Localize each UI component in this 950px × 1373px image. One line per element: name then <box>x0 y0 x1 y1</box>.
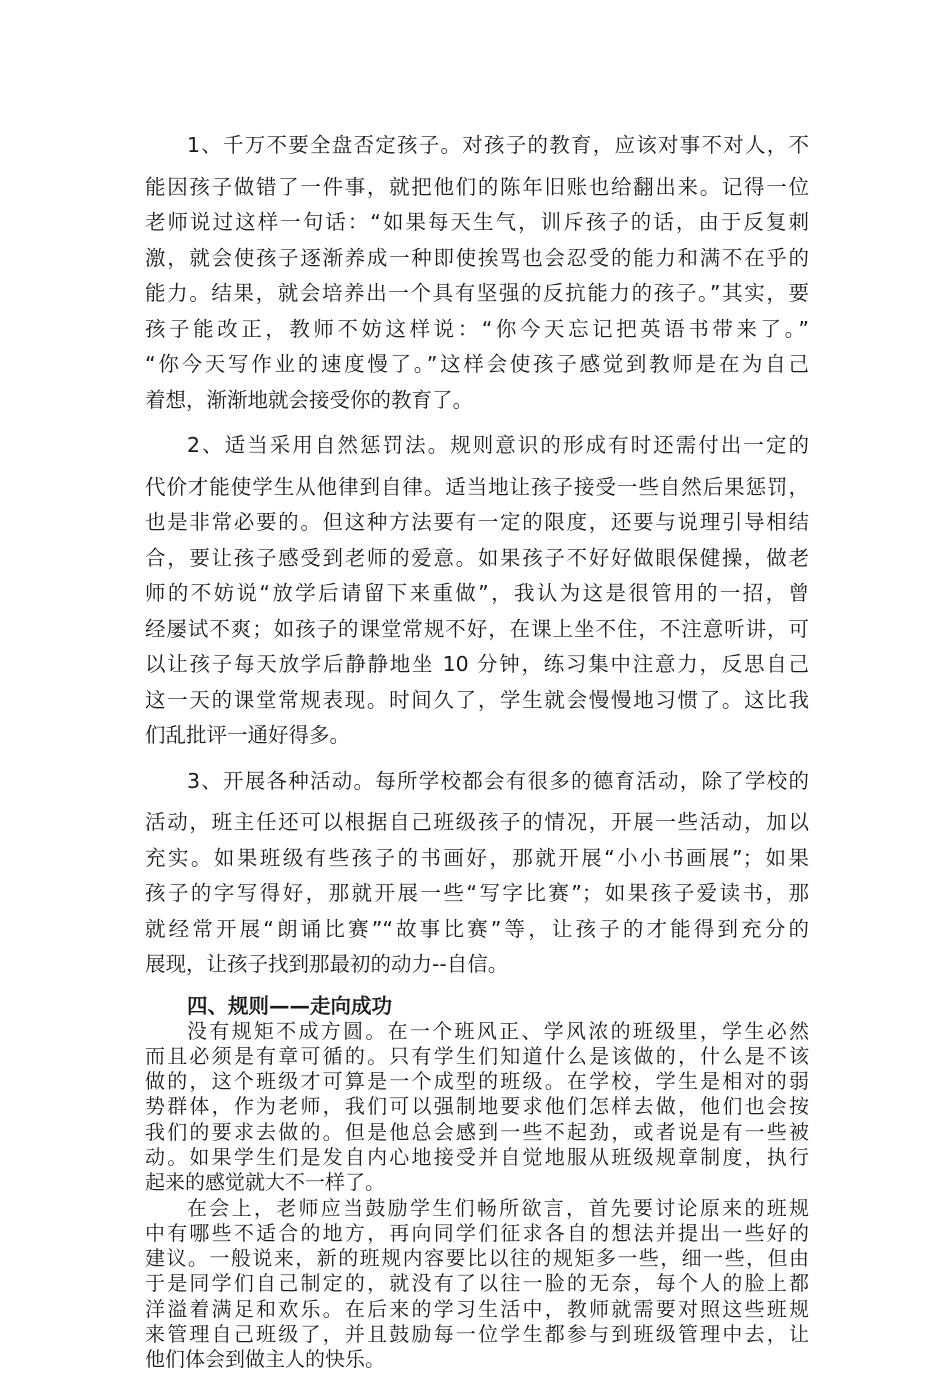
paragraph-line: 就经常开展“朗诵比赛”“故事比赛”等，让孩子的才能得到充分的 <box>145 916 809 941</box>
paragraph-line: 做的，这个班级才可算是一个成型的班级。在学校，学生是相对的弱 <box>145 1069 809 1094</box>
paragraph-line: 激，就会使孩子逐渐养成一种即使挨骂也会忍受的能力和满不在乎的 <box>145 245 809 270</box>
paragraph-line: 在会上，老师应当鼓励学生们畅所欲言，首先要讨论原来的班规 <box>187 1195 809 1220</box>
paragraph-line: 充实。如果班级有些孩子的书画好，那就开展“小小书画展”；如果 <box>145 845 809 870</box>
paragraph-line: 3、开展各种活动。每所学校都会有很多的德育活动，除了学校的 <box>187 768 809 793</box>
paragraph-line: 师的不妨说“放学后请留下来重做”，我认为这是很管用的一招，曾 <box>145 581 809 605</box>
paragraph-line: 孩子能改正，教师不妨这样说：“你今天忘记把英语书带来了。” <box>145 316 809 341</box>
section-paragraph-1 <box>145 1019 809 1196</box>
paragraph-line: 合，要让孩子感受到老师的爱意。如果孩子不好好做眼保健操，做老 <box>145 545 809 570</box>
paragraph-line: 经屡试不爽；如孩子的课堂常规不好，在课上坐不住，不注意听讲，可 <box>145 616 809 641</box>
paragraph-line: 于是同学们自己制定的，就没有了以往一脸的无奈，每个人的脸上都 <box>145 1271 809 1296</box>
paragraph-line: 他们体会到做主人的快乐。 <box>145 1347 385 1372</box>
section-heading: 四、规则——走向成功 <box>187 993 392 1018</box>
paragraph-line: 孩子的字写得好，那就开展一些“写字比赛”；如果孩子爱读书，那 <box>145 881 809 905</box>
paragraph-line: 代价才能使学生从他律到自律。适当地让孩子接受一些自然后果惩罚， <box>145 474 809 499</box>
paragraph-2 <box>145 428 809 754</box>
paragraph-line: 们乱批评一通好得多。 <box>145 723 350 747</box>
paragraph-line: 活动，班主任还可以根据自己班级孩子的情况，开展一些活动，加以 <box>145 810 809 834</box>
paragraph-line: 而且必须是有章可循的。只有学生们知道什么是该做的，什么是不该 <box>145 1043 809 1068</box>
paragraph-line: 中有哪些不适合的地方，再向同学们征求各自的想法并提出一些好的 <box>145 1220 809 1245</box>
paragraph-1 <box>145 128 809 418</box>
paragraph-line: “你今天写作业的速度慢了。”这样会使孩子感觉到教师是在为自己 <box>145 352 809 376</box>
document-page <box>145 128 809 1373</box>
paragraph-line: 来管理自己班级了，并且鼓励每一位学生都参与到班级管理中去，让 <box>145 1322 809 1347</box>
paragraph-line: 能力。结果，就会培养出一个具有坚强的反抗能力的孩子。”其实，要 <box>145 281 809 305</box>
paragraph-line: 洋溢着满足和欢乐。在后来的学习生活中，教师就需要对照这些班规 <box>145 1296 809 1321</box>
paragraph-line: 我们的要求去做的。但是他总会感到一些不起劲，或者说是有一些被 <box>145 1119 809 1144</box>
paragraph-line: 建议。一般说来，新的班规内容要比以往的规矩多一些，细一些，但由 <box>145 1246 809 1271</box>
paragraph-line: 动。如果学生们是发自内心地接受并自觉地服从班级规章制度，执行 <box>145 1144 809 1169</box>
paragraph-line: 也是非常必要的。但这种方法要有一定的限度，还要与说理引导相结 <box>145 510 809 534</box>
paragraph-line: 1、千万不要全盘否定孩子。对孩子的教育，应该对事不对人，不 <box>187 133 809 157</box>
paragraph-line: 能因孩子做错了一件事，就把他们的陈年旧账也给翻出来。记得一位 <box>145 174 809 199</box>
paragraph-line: 2、适当采用自然惩罚法。规则意识的形成有时还需付出一定的 <box>187 433 809 457</box>
paragraph-line: 起来的感觉就大不一样了。 <box>145 1170 385 1195</box>
paragraph-line: 着想，渐渐地就会接受你的教育了。 <box>145 387 473 412</box>
paragraph-line: 势群体，作为老师，我们可以强制地要求他们怎样去做，他们也会按 <box>145 1094 809 1119</box>
paragraph-line: 这一天的课堂常规表现。时间久了，学生就会慢慢地习惯了。这比我 <box>145 687 809 712</box>
paragraph-line: 没有规矩不成方圆。在一个班风正、学风浓的班级里，学生必然 <box>187 1018 809 1043</box>
section-paragraph-2 <box>145 1196 809 1373</box>
paragraph-line: 老师说过这样一句话：“如果每天生气，训斥孩子的话，由于反复刺 <box>145 210 809 234</box>
paragraph-line: 以让孩子每天放学后静静地坐 10 分钟，练习集中注意力，反思自己 <box>145 652 809 676</box>
paragraph-3 <box>145 764 809 983</box>
paragraph-line: 展现，让孩子找到那最初的动力--自信。 <box>145 952 509 976</box>
